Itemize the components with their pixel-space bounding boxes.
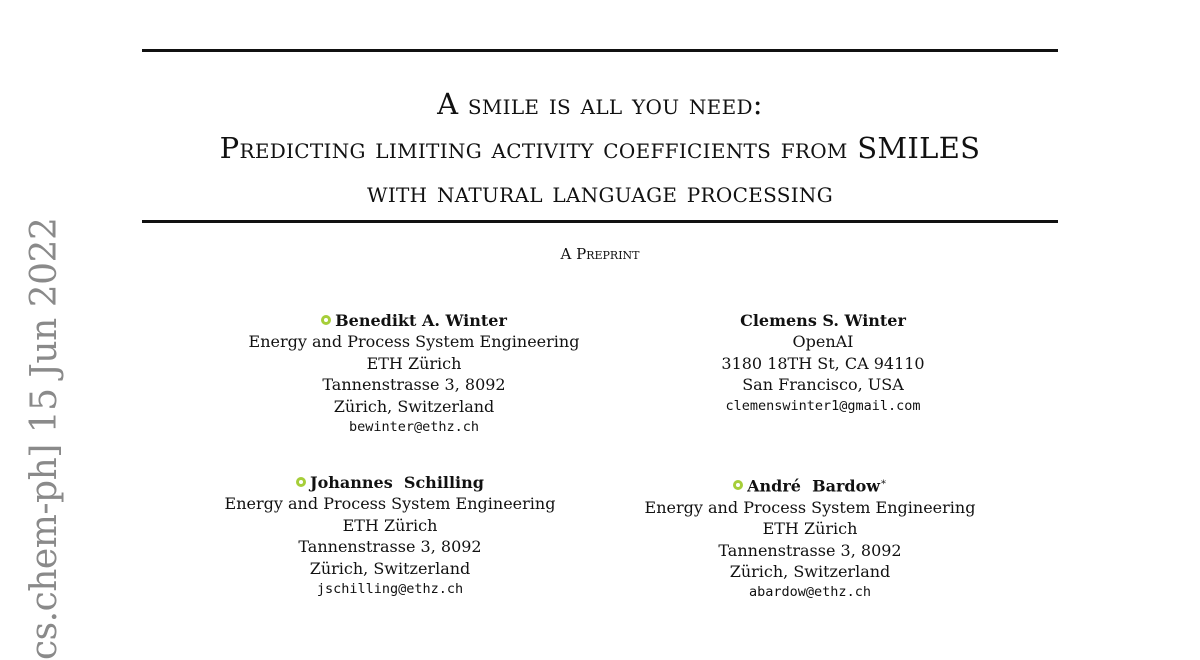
author-city: San Francisco, USA — [742, 375, 904, 395]
author-city: Zürich, Switzerland — [729, 561, 891, 581]
author-email[interactable]: bewinter@ethz.ch — [348, 419, 480, 436]
orcid-icon[interactable] — [321, 315, 331, 325]
author-affiliation: Energy and Process System Engineering — [248, 332, 580, 352]
author-institution: ETH Zürich — [762, 519, 858, 539]
title-rule-top — [142, 49, 1058, 52]
author-email[interactable]: clemenswinter1@gmail.com — [725, 397, 921, 414]
orcid-icon[interactable] — [296, 477, 306, 487]
author-block — [633, 310, 1013, 417]
author-name: Clemens S. Winter — [740, 311, 906, 330]
title-rule-bottom — [142, 220, 1058, 223]
author-institution: ETH Zürich — [366, 353, 462, 373]
author-block — [620, 472, 1000, 604]
author-city: Zürich, Switzerland — [309, 558, 471, 578]
author-email[interactable]: jschilling@ethz.ch — [316, 581, 464, 598]
preprint-label: A Preprint — [560, 245, 640, 263]
arxiv-stamp: cs.chem-ph] 15 Jun 2022 — [24, 217, 65, 660]
corresponding-author-marker: ∗ — [880, 477, 887, 488]
author-email[interactable]: abardow@ethz.ch — [749, 584, 871, 601]
title-line-3: with natural language processing — [366, 175, 834, 209]
author-street: Tannenstrasse 3, 8092 — [718, 540, 902, 560]
author-institution: ETH Zürich — [342, 515, 438, 535]
orcid-icon[interactable] — [733, 480, 743, 490]
author-block — [224, 310, 604, 438]
title-line-1: A smile is all you need: — [437, 87, 763, 121]
author-block — [200, 472, 580, 600]
author-affiliation: Energy and Process System Engineering — [224, 494, 556, 514]
author-name: Johannes Schilling — [310, 473, 484, 492]
author-affiliation: OpenAI — [792, 332, 854, 352]
author-name: Benedikt A. Winter — [335, 311, 507, 330]
title-line-2: Predicting limiting activity coefficients from SMILES — [219, 131, 981, 165]
author-street: Tannenstrasse 3, 8092 — [298, 537, 482, 557]
paper-title — [142, 82, 1058, 214]
author-city: Zürich, Switzerland — [333, 396, 495, 416]
author-name: André Bardow — [747, 476, 881, 496]
author-street: 3180 18TH St, CA 94110 — [721, 353, 925, 373]
author-affiliation: Energy and Process System Engineering — [644, 497, 976, 517]
author-street: Tannenstrasse 3, 8092 — [322, 375, 506, 395]
